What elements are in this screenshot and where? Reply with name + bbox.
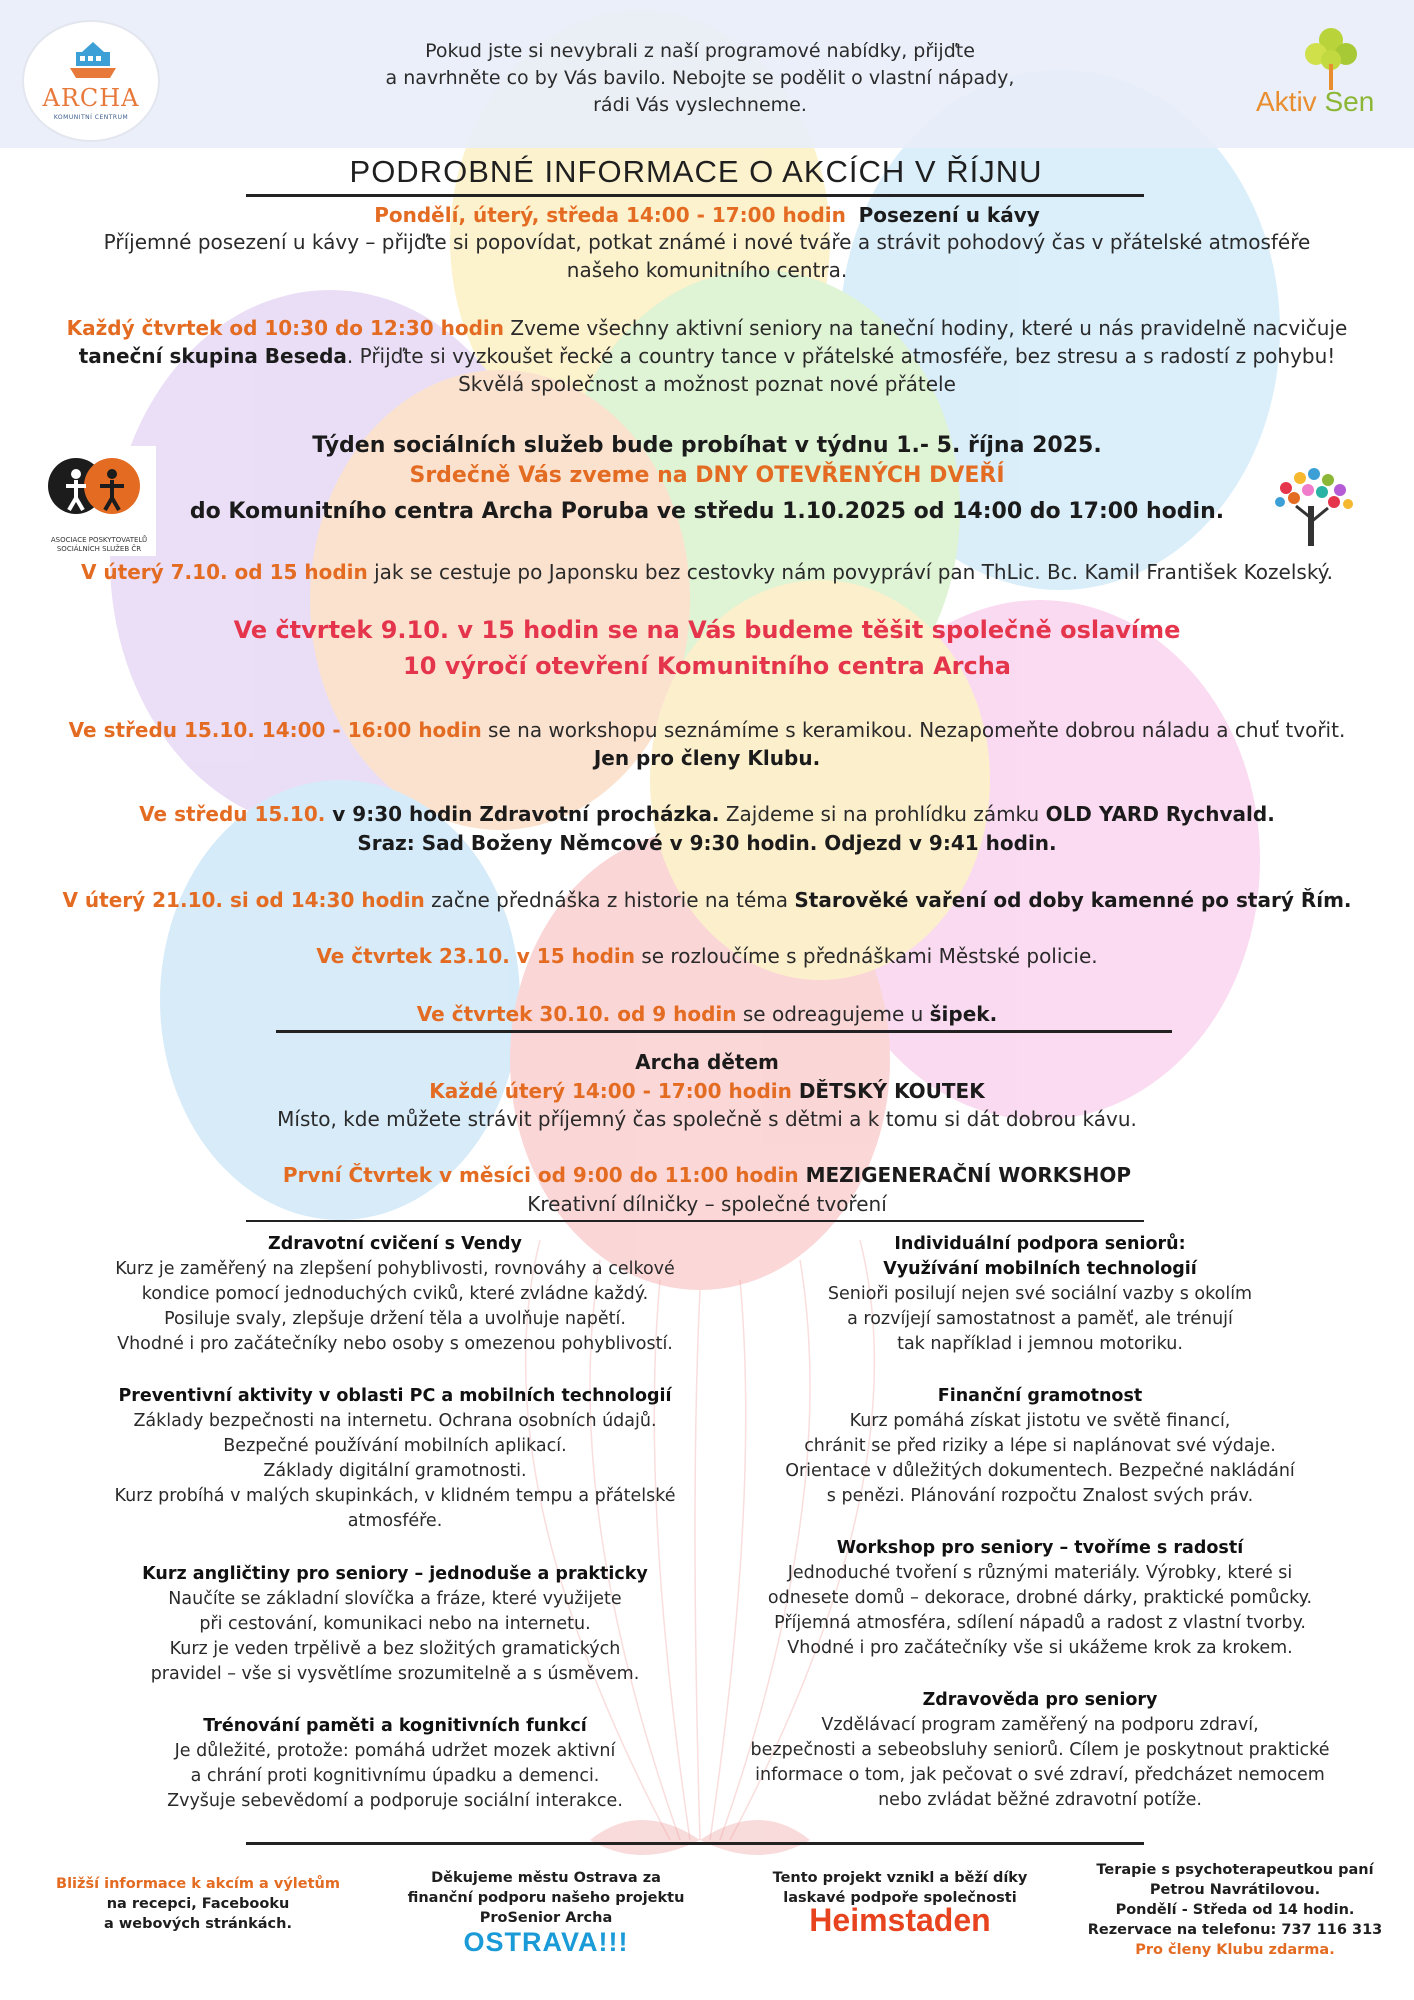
course-block bbox=[720, 1536, 1360, 1661]
course-line: bezpečnosti a sebeobsluhy seniorů. Cílem je poskytnout praktické bbox=[750, 1740, 1330, 1760]
anniversary-line: Ve čtvrtek 9.10. v 15 hodin se na Vás budeme těšit společně oslavíme bbox=[233, 616, 1181, 644]
ostrava-logo: OSTRAVA!!! bbox=[463, 1927, 629, 1957]
footer-therapy-line: Pondělí - Středa od 14 hodin. bbox=[1115, 1902, 1355, 1918]
workshop-when: První Čtvrtek v měsíci od 9:00 do 11:00 hodin bbox=[282, 1163, 799, 1187]
dance-group: taneční skupina Beseda bbox=[78, 344, 347, 368]
colorful-tree-icon bbox=[1256, 458, 1366, 550]
aktivsen-logo-text bbox=[1256, 86, 1374, 118]
course-line: informace o tom, jak pečovat o své zdraví, předcházet nemocem bbox=[755, 1765, 1325, 1785]
walk-text: Zajdeme si na prohlídku zámku bbox=[719, 802, 1046, 826]
course-line: nebo zvládat běžné zdravotní potíže. bbox=[878, 1790, 1202, 1810]
footer-info-line: a webových stránkách. bbox=[104, 1916, 292, 1932]
walk-place: OLD YARD Rychvald. bbox=[1045, 802, 1275, 826]
course-line: Posiluje svaly, zlepšuje držení těla a uvolňuje napětí. bbox=[164, 1309, 626, 1329]
course-line: Jednoduché tvoření s různými materiály. Výrobky, které si bbox=[787, 1563, 1293, 1583]
dance-when: Každý čtvrtek od 10:30 do 12:30 hodin bbox=[66, 316, 505, 340]
footer-heimstaden bbox=[740, 1868, 1060, 1938]
footer-ostrava-line: ProSenior Archa bbox=[479, 1910, 613, 1926]
tree-icon bbox=[1298, 26, 1364, 92]
workshop-line bbox=[20, 1163, 1394, 1187]
anniversary-line: 10 výročí otevření Komunitního centra Archa bbox=[403, 652, 1011, 680]
course-block bbox=[80, 1384, 710, 1534]
workshop-what: MEZIGENERAČNÍ WORKSHOP bbox=[798, 1163, 1132, 1187]
course-block bbox=[720, 1232, 1360, 1357]
course-subheading: Využívání mobilních technologií bbox=[883, 1259, 1197, 1279]
course-line: Kurz pomáhá získat jistotu ve světě financí, bbox=[849, 1411, 1231, 1431]
police-line bbox=[20, 944, 1394, 968]
footer-ostrava-line: finanční podporu našeho projektu bbox=[407, 1890, 685, 1906]
footer-info-line: na recepci, Facebooku bbox=[106, 1896, 290, 1912]
footer-therapy-line: Terapie s psychoterapeutkou paní bbox=[1096, 1862, 1374, 1878]
heimstaden-logo: Heimstaden bbox=[809, 1902, 991, 1938]
invite-text: Srdečně Vás zveme na bbox=[409, 463, 696, 488]
course-line: při cestování, komunikaci nebo na internetu. bbox=[199, 1614, 591, 1634]
course-line: Naučíte se základní slovíčka a fráze, které využijete bbox=[168, 1589, 622, 1609]
page-title: PODROBNÉ INFORMACE O AKCÍCH V ŘÍJNU bbox=[349, 154, 1043, 189]
course-line: Kurz je zaměřený na zlepšení pohyblivosti, rovnováhy a celkové bbox=[115, 1259, 675, 1279]
course-block bbox=[720, 1384, 1360, 1509]
coffee-heading bbox=[20, 203, 1394, 227]
course-block bbox=[80, 1714, 710, 1814]
archa-logo-name: ARCHA bbox=[42, 84, 140, 112]
kids-heading: Archa dětem bbox=[635, 1050, 779, 1074]
kids-corner-line bbox=[20, 1079, 1394, 1103]
coffee-desc: našeho komunitního centra. bbox=[566, 258, 848, 282]
kids-desc: Místo, kde můžete strávit příjemný čas společně s dětmi a k tomu si dát dobrou kávu. bbox=[277, 1107, 1137, 1131]
coffee-what: Posezení u kávy bbox=[858, 203, 1040, 227]
ship-icon bbox=[66, 38, 120, 82]
lecture-text: začne přednáška z historie na téma bbox=[424, 888, 795, 912]
japan-line bbox=[20, 560, 1394, 584]
footer-therapy-line: Rezervace na telefonu: 737 116 313 bbox=[1087, 1922, 1383, 1938]
aktivsen-logo bbox=[1250, 26, 1398, 121]
walk-when: Ve středu 15.10. bbox=[139, 802, 326, 826]
aktivsen-part1: Aktiv bbox=[1256, 86, 1317, 117]
lecture-line bbox=[20, 888, 1394, 912]
course-line: odnesete domů – dekorace, drobné dárky, praktické pomůcky. bbox=[767, 1588, 1313, 1608]
footer-therapy bbox=[1070, 1860, 1400, 1960]
course-line: Je důležité, protože: pomáhá udržet mozek aktivní bbox=[174, 1741, 616, 1761]
course-line: Základy digitální gramotnosti. bbox=[263, 1461, 527, 1481]
course-heading: Kurz angličtiny pro seniory – jednoduše a prakticky bbox=[142, 1564, 648, 1584]
footer-therapy-line: Petrou Navrátilovou. bbox=[1149, 1882, 1321, 1898]
japan-text: jak se cestuje po Japonsku bez cestovky nám povypráví pan ThLic. Bc. Kamil František Kozelský. bbox=[367, 560, 1334, 584]
darts-when: Ve čtvrtek 30.10. od 9 hodin bbox=[416, 1002, 737, 1026]
workshop-desc: Kreativní dílničky – společné tvoření bbox=[527, 1192, 887, 1216]
course-block bbox=[80, 1562, 710, 1687]
course-heading: Zdravověda pro seniory bbox=[922, 1690, 1158, 1710]
ceramics-text: se na workshopu seznámíme s keramikou. Nezapomeňte dobrou náladu a chuť tvořit. bbox=[481, 718, 1346, 742]
course-line: Zvyšuje sebevědomí a podporuje sociální interakce. bbox=[167, 1791, 623, 1811]
footer-divider bbox=[246, 1842, 1144, 1845]
course-line: Vzdělávací program zaměřený na podporu zdraví, bbox=[821, 1715, 1259, 1735]
course-heading: Workshop pro seniory – tvoříme s radostí bbox=[836, 1538, 1244, 1558]
dance-line: Skvělá společnost a možnost poznat nové přátele bbox=[458, 372, 956, 396]
archa-logo bbox=[22, 20, 160, 142]
course-heading: Preventivní aktivity v oblasti PC a mobilních technologií bbox=[118, 1386, 672, 1406]
dance-line bbox=[20, 344, 1394, 368]
course-line: Senioři posilují nejen své sociální vazby s okolím bbox=[827, 1284, 1253, 1304]
footer-ostrava bbox=[386, 1868, 706, 1957]
footer-info-line: Bližší informace k akcím a výletům bbox=[56, 1876, 340, 1892]
ceramics-line bbox=[20, 718, 1394, 742]
footer-therapy-line: Pro členy Klubu zdarma. bbox=[1135, 1942, 1335, 1958]
title-divider bbox=[246, 194, 1144, 197]
section-divider bbox=[246, 1220, 1144, 1222]
ceramics-note: Jen pro členy Klubu. bbox=[593, 746, 821, 770]
intro-line: Pokud jste si nevybrali z naší programové nabídky, přijďte bbox=[425, 40, 975, 62]
course-line: tak například i jemnou motoriku. bbox=[897, 1334, 1183, 1354]
archa-logo-subtitle: KOMUNITNÍ CENTRUM bbox=[53, 114, 129, 121]
course-line: s penězi. Plánování rozpočtu Znalost svých práv. bbox=[826, 1486, 1254, 1506]
footer-ostrava-line: Děkujeme městu Ostrava za bbox=[431, 1870, 661, 1886]
darts-what: šipek. bbox=[929, 1002, 998, 1026]
course-line: Vhodné i pro začátečníky vše si ukážeme krok za krokem. bbox=[787, 1638, 1293, 1658]
lecture-when: V úterý 21.10. si od 14:30 hodin bbox=[62, 888, 425, 912]
darts-line bbox=[20, 1002, 1394, 1026]
lecture-topic: Starověké vaření od doby kamenné po starý Řím. bbox=[794, 888, 1352, 912]
dance-line bbox=[20, 316, 1394, 340]
social-week-invite bbox=[20, 463, 1394, 488]
section-divider bbox=[276, 1030, 1172, 1033]
kids-when: Každé úterý 14:00 - 17:00 hodin bbox=[429, 1079, 792, 1103]
course-line: Kurz je veden trpělivě a bez složitých gramatických bbox=[169, 1639, 621, 1659]
darts-text: se odreagujeme u bbox=[736, 1002, 930, 1026]
ceramics-when: Ve středu 15.10. 14:00 - 16:00 hodin bbox=[68, 718, 482, 742]
course-line: a chrání proti kognitivnímu úpadku a demenci. bbox=[190, 1766, 600, 1786]
course-line: Kurz probíhá v malých skupinkách, v klidném tempu a přátelské bbox=[114, 1486, 676, 1506]
open-doors-text: DNY OTEVŘENÝCH DVEŘÍ bbox=[695, 463, 1005, 488]
apss-logo-text: ASOCIACE POSKYTOVATELŮ SOCIÁLNÍCH SLUŽEB ČR bbox=[50, 536, 148, 553]
course-heading: Zdravotní cvičení s Vendy bbox=[268, 1234, 522, 1254]
course-line: a rozvíjejí samostatnost a paměť, ale trénují bbox=[847, 1309, 1233, 1329]
course-line: Příjemná atmosféra, sdílení nápadů a radost z vlastní tvorby. bbox=[774, 1613, 1306, 1633]
police-when: Ve čtvrtek 23.10. v 15 hodin bbox=[316, 944, 635, 968]
japan-when: V úterý 7.10. od 15 hodin bbox=[80, 560, 368, 584]
footer-info bbox=[30, 1874, 366, 1934]
walk-meet: Sraz: Sad Boženy Němcové v 9:30 hodin. Odjezd v 9:41 hodin. bbox=[357, 831, 1057, 855]
intro-line: rádi Vás vyslechneme. bbox=[593, 94, 807, 116]
course-heading: Individuální podpora seniorů: bbox=[894, 1234, 1186, 1254]
footer-heimstaden-line: Tento projekt vznikl a běží díky bbox=[772, 1870, 1028, 1886]
course-heading: Finanční gramotnost bbox=[937, 1386, 1143, 1406]
coffee-desc: Příjemné posezení u kávy – přijďte si popovídat, potkat známé i nové tváře a strávit pohodový čas v přátelské atmosféře bbox=[103, 230, 1311, 254]
intro-line: a navrhněte co by Vás bavilo. Nebojte se podělit o vlastní nápady, bbox=[385, 67, 1015, 89]
course-line: Vhodné i pro začátečníky nebo osoby s omezenou pohyblivostí. bbox=[117, 1334, 673, 1354]
course-block bbox=[720, 1688, 1360, 1813]
walk-line bbox=[20, 802, 1394, 826]
course-line: kondice pomocí jednoduchých cviků, které zvládne každý. bbox=[141, 1284, 649, 1304]
header-intro bbox=[300, 38, 1100, 119]
aktivsen-part2: Sen bbox=[1324, 86, 1375, 117]
course-line: Základy bezpečnosti na internetu. Ochrana osobních údajů. bbox=[133, 1411, 657, 1431]
social-week-line: Týden sociálních služeb bude probíhat v týdnu 1.- 5. října 2025. bbox=[312, 433, 1102, 458]
course-heading: Trénování paměti a kognitivních funkcí bbox=[203, 1716, 587, 1736]
dance-text: Zveme všechny aktivní seniory na taneční hodiny, které u nás pravidelně nacvičuje bbox=[510, 316, 1348, 340]
course-block bbox=[80, 1232, 710, 1357]
walk-time: v 9:30 hodin Zdravotní procházka. bbox=[325, 802, 720, 826]
footer-heimstaden-line: laskavé podpoře společnosti bbox=[783, 1890, 1017, 1906]
course-line: atmosféře. bbox=[347, 1511, 443, 1531]
course-line: pravidel – vše si vysvětlíme srozumitelně a s úsměvem. bbox=[150, 1664, 640, 1684]
course-line: chránit se před riziky a lépe si naplánovat své výdaje. bbox=[804, 1436, 1276, 1456]
police-text: se rozloučíme s přednáškami Městské policie. bbox=[634, 944, 1098, 968]
coffee-when: Pondělí, úterý, středa 14:00 - 17:00 hodin bbox=[374, 203, 846, 227]
course-line: Bezpečné používání mobilních aplikací. bbox=[223, 1436, 567, 1456]
kids-what: DĚTSKÝ KOUTEK bbox=[791, 1079, 985, 1103]
course-line: Orientace v důležitých dokumentech. Bezpečné nakládání bbox=[785, 1461, 1295, 1481]
social-week-details: do Komunitního centra Archa Poruba ve středu 1.10.2025 od 14:00 do 17:00 hodin. bbox=[189, 499, 1225, 524]
dance-text: . Přijďte si vyzkoušet řecké a country tance v přátelské atmosféře, bez stresu a s radostí z pohybu! bbox=[346, 344, 1336, 368]
